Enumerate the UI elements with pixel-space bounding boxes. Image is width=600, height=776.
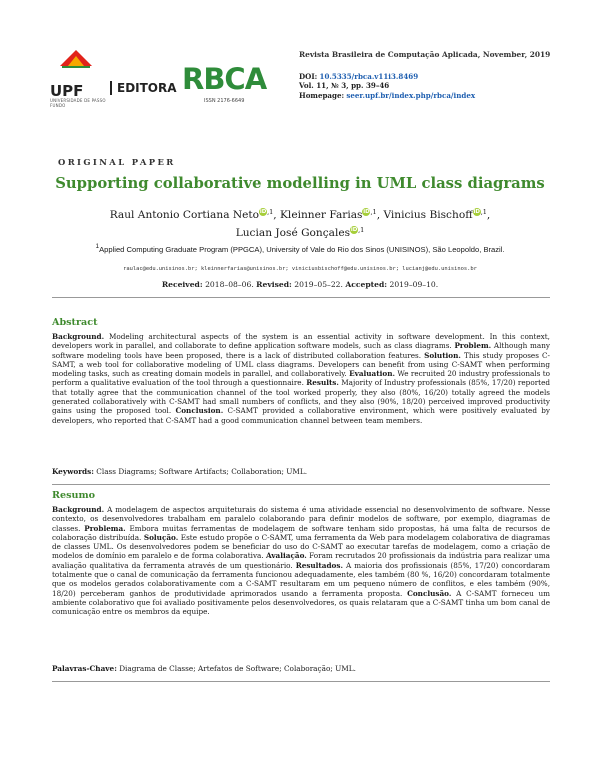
abstract-body: Background. Modeling architectural aspects of the system is an essential activity in software development. In this context, developers work in parallel, and collaborate to define application software models, such as class diagrams. Problem. Although many software modeling tools have been proposed, there is a lack of distributed collaboration features. Solution. This study proposes C-SAMT, a web tool for collaborative modeling of UML class diagrams. Developers can benefit from using C-SAMT when performing modeling tasks, such as creating domain models in parallel, and collaboratively. Evaluation. We recruited 20 industry professionals to perform a qualitative evaluation of the tool through a questionnaire. Results. Majority of Industry professionals (85%, 17/20) reported that totally agree that the communication channel of the tool worked properly, they also (80%, 16/20) totally agreed the models generated collaboratively with C-SAMT had small numbers of conflicts, and they also (90%, 18/20) perceived improved productivity gains using the proposed tool. Conclusion. C-SAMT provided a collaborative environment, which were positively evaluated by developers, who reported that C-SAMT had a good communication channel between team members. — [52, 332, 551, 425]
article-type: ORIGINAL PAPER — [58, 157, 176, 167]
volume-info: Vol. 11, № 3, pp. 39–46 — [299, 81, 390, 91]
divider — [52, 681, 550, 682]
resumo-heading: Resumo — [52, 490, 96, 501]
abstract-keywords: Keywords: Class Diagrams; Software Artifacts; Collaboration; UML. — [52, 467, 308, 476]
paper-title: Supporting collaborative modelling in UML class diagrams — [55, 175, 545, 192]
orcid-icon[interactable]: iD — [473, 209, 480, 215]
homepage-link[interactable]: seer.upf.br/index.php/rbca/index — [346, 90, 476, 100]
upf-wordmark: UPF — [50, 82, 84, 100]
author-name: Raul Antonio Cortiana Neto — [109, 209, 260, 221]
upf-subtitle: UNIVERSIDADE DE PASSO FUNDO — [50, 98, 106, 108]
author-emails: raulac@edu.unisinos.br; kleinnerfarias@unisinos.br; viniciusbischoff@edu.unisinos.br; lucianj@edu.unisinos.br — [123, 266, 477, 272]
orcid-icon[interactable]: iD — [259, 209, 267, 215]
editora-wordmark: EDITORA — [110, 81, 177, 95]
doi-link[interactable]: 10.5335/rbca.v11i3.8469 — [319, 72, 419, 81]
orcid-icon[interactable]: iD — [363, 209, 370, 215]
article-dates: Received: 2018–08–06. Revised: 2019–05–22. Accepted: 2019–09–10. — [161, 280, 439, 289]
author-list: Raul Antonio Cortiana NetoiD$^{,1}$, Kleinner FariasiD$^{,1}$, Vinicius BischoffiD$^{,1}$, Lucian José GonçalesiD$^{,1}$ — [109, 208, 491, 239]
abstract-heading: Abstract — [52, 317, 98, 328]
rbca-issn: ISSN 2176-6649 — [204, 98, 245, 104]
author-name: Vinicius Bischoff — [383, 209, 473, 221]
orcid-icon[interactable]: iD — [350, 227, 358, 233]
divider — [52, 484, 550, 485]
journal-header — [40, 34, 570, 106]
author-name: Lucian José Gonçales — [235, 227, 351, 239]
journal-line: Revista Brasileira de Computação Aplicada, November, 2019 — [299, 50, 551, 59]
rbca-logo: RBCA — [182, 62, 267, 96]
affiliation: $^1$Applied Computing Graduate Program (PPGCA), University of Vale do Rio dos Sinos (UNISINOS), São Leopoldo, Brazil. — [95, 243, 505, 254]
resumo-body: Background. A modelagem de aspectos arquiteturais do sistema é uma atividade essencial no desenvolvimento de software. Nesse contexto, os desenvolvedores trabalham em paralelo colaborando para definir modelos de software, por exemplo, diagramas de classes. Problema. Embora muitas ferramentas de modelagem de software tenham sido propostas, há uma falta de recursos de colaboração distribuída. Solução. Este estudo propõe o C-SAMT, uma ferramenta da Web para modelagem colaborativa de diagramas de classes UML. Os desenvolvedores podem se beneficiar do uso do C-SAMT ao executar tarefas de modelagem, como a criação de modelos de domínio em paralelo e de forma colaborativa. Avaliação. Foram recrutados 20 profissionais da indústria para realizar uma avaliação qualitativa da ferramenta através de um questionário. Resultados. A maioria dos profissionais (85%, 17/20) concordaram totalmente que o canal de comunicação da ferramenta funcionou adequadamente, eles também (80 %, 16/20) concordaram totalmente que os modelos gerados colaborativamente com a C-SAMT resultaram em um pequeno número de conflitos, e eles também (90%, 18/20) perceberam ganhos de produtividade aprimorados usando a ferramenta proposta. Conclusão. A C-SAMT forneceu um ambiente colaborativo que foi avaliado positivamente pelos desenvolvedores, os quais relataram que a C-SAMT tinha um bom canal de comunicação entre os membros da equipe. — [52, 505, 551, 617]
article-meta: DOI: 10.5335/rbca.v11i3.8469 Vol. 11, № 3, pp. 39–46 Homepage: seer.upf.br/index.php/rbca/index — [299, 72, 476, 100]
divider — [52, 297, 550, 298]
author-name: Kleinner Farias — [280, 209, 363, 221]
resumo-keywords: Palavras-Chave: Diagrama de Classe; Artefatos de Software; Colaboração; UML. — [52, 664, 356, 673]
